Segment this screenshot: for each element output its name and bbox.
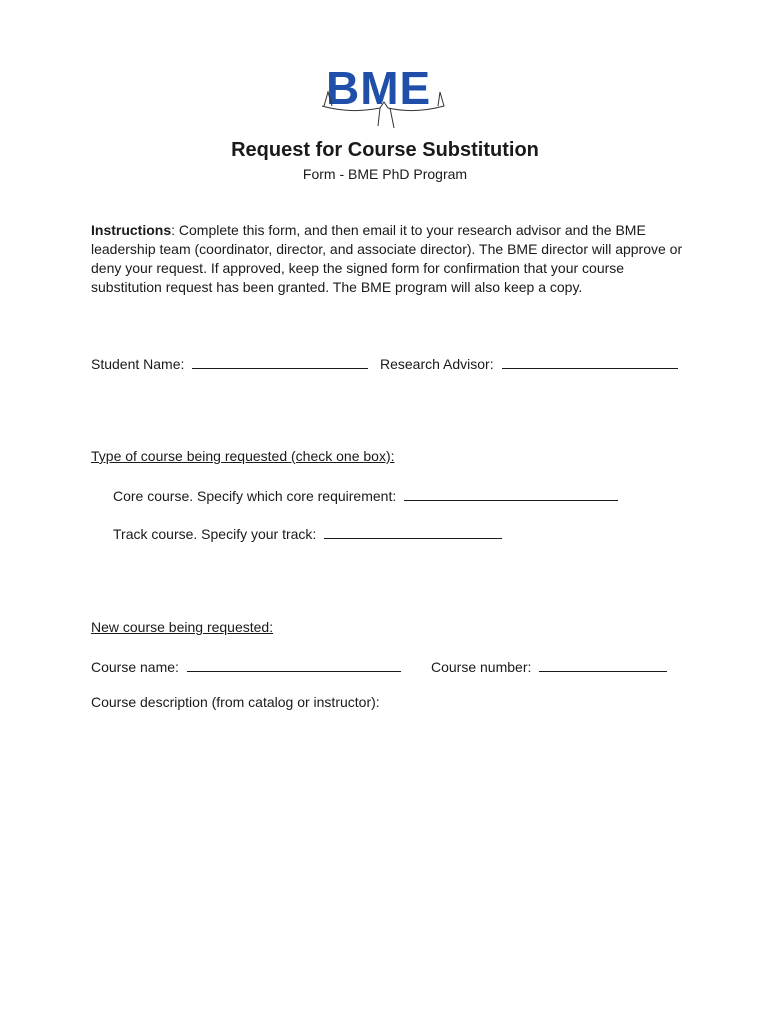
course-number-field[interactable] <box>539 657 667 672</box>
course-name-field[interactable] <box>187 657 401 672</box>
course-description-label: Course description (from catalog or instructor): <box>91 694 380 710</box>
bme-logo <box>320 62 450 132</box>
track-field[interactable] <box>324 524 502 539</box>
research-advisor-label: Research Advisor: <box>380 356 494 372</box>
instructions-paragraph <box>91 221 691 297</box>
instructions-text: : Complete this form, and then email it to your research advisor and the BME leadership team (coordinator, director, and associate director). The BME director will approve or deny your request. If approved, keep the signed form for confirmation that your course substitution request has been granted. The BME program will also keep a copy. <box>91 222 683 295</box>
track-course-row <box>113 524 502 542</box>
research-advisor-row <box>380 354 678 372</box>
bme-logo-icon <box>320 62 450 132</box>
core-requirement-field[interactable] <box>404 486 618 501</box>
student-name-row <box>91 354 368 372</box>
page-title: Request for Course Substitution <box>231 139 539 161</box>
core-course-row <box>113 486 618 504</box>
student-name-label: Student Name: <box>91 356 185 372</box>
page-subtitle: Form - BME PhD Program <box>302 166 468 182</box>
track-course-label: Track course. Specify your track: <box>113 526 317 542</box>
core-course-label: Core course. Specify which core requirement: <box>113 488 397 504</box>
new-course-heading: New course being requested: <box>91 619 274 635</box>
student-name-field[interactable] <box>192 354 368 369</box>
course-name-label: Course name: <box>91 659 179 675</box>
course-name-row <box>91 657 401 675</box>
course-number-row <box>431 657 667 675</box>
course-number-label: Course number: <box>431 659 532 675</box>
research-advisor-field[interactable] <box>502 354 678 369</box>
logo-text: BME <box>326 62 432 114</box>
instructions-label: Instructions <box>91 222 172 238</box>
course-type-heading: Type of course being requested (check one box): <box>91 448 395 464</box>
